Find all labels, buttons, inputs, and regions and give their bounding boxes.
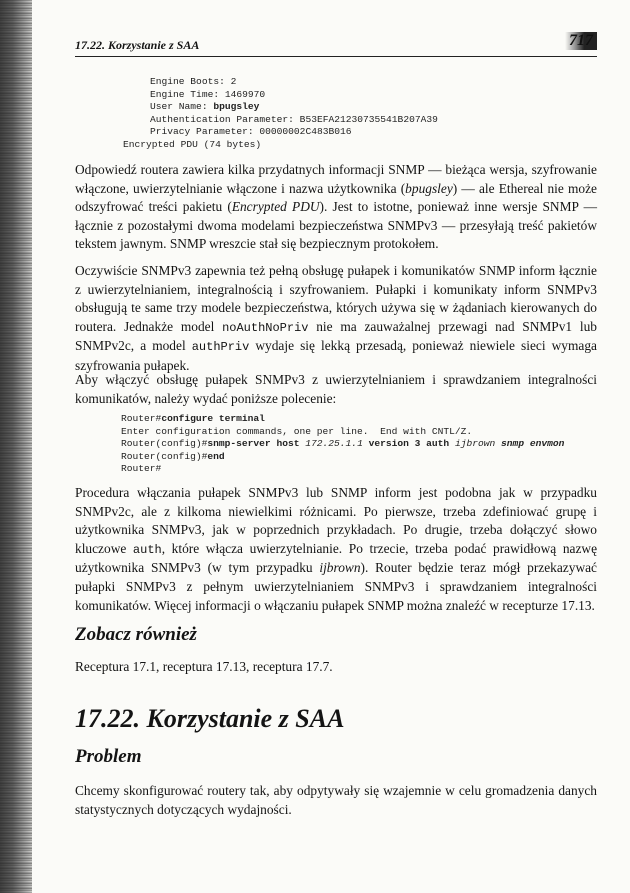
text: ). Router będzie teraz mógł przekazywać pułapki SNMPv3 z pełnym uwierzytelnianiem SNMPv3 i sprawdzaniem integralności komunikatów. Więcej informacji o włączaniu pułapek SNMP można znaleźć w recepturze 17.13. xyxy=(75,560,597,613)
code-line: Engine Time: 1469970 xyxy=(150,88,266,100)
code-text: User Name: xyxy=(150,101,214,113)
inline-code: auth xyxy=(132,542,162,557)
text: Oczywiście SNMPv3 zapewnia też pełną obsługę pułapek i komunikatów SNMP inform łącznie z uwierzytelnianiem, integralnością i szyfrowaniem. Pułapki i komunikaty inform SNMPv3 obsługują te same trzy modele bezpieczeństwa, których używa się w żądaniach kierowanych do routera. Jednakże model xyxy=(75,263,597,334)
section-title: 17.22. Korzystanie z SAA xyxy=(75,704,345,733)
code-line: Privacy Parameter: 00000002C483B016 xyxy=(150,126,352,138)
code-line xyxy=(121,438,564,451)
text: nie ma zauważalnej przewagi nad SNMPv1 lub SNMPv2c, a model xyxy=(75,318,597,354)
code-line xyxy=(121,413,564,426)
code-prompt: Router# xyxy=(121,413,162,424)
code-line: Router# xyxy=(121,463,162,475)
code-line xyxy=(123,101,438,114)
inline-code: noAuthNoPriv xyxy=(222,320,309,335)
emph-user: bpugsley xyxy=(405,180,453,196)
code-prompt: Router(config)# xyxy=(121,438,208,450)
paragraph-2 xyxy=(75,262,597,376)
code-prompt: Router(config)# xyxy=(121,450,208,462)
paragraph-1 xyxy=(75,161,597,254)
page-number: 717 xyxy=(565,32,597,50)
problem-text: Chcemy skonfigurować routery tak, aby odpytywały się wzajemnie w celu gromadzenia danych statystycznych dotyczących wydajności. xyxy=(75,783,597,817)
text: ). Jest to istotne, ponieważ inne wersje SNMP — łącznie z pozostałymi dwoma modelami bezpieczeństwa SNMPv3 — przesyłają treść pakietów tekstem jawnym. SNMP wreszcie stał się bezpiecznym protokołem. xyxy=(75,199,597,252)
code-ip: 172.25.1.1 xyxy=(305,438,363,450)
text: ) — ale Ethereal nie może odszyfrować treści pakietu ( xyxy=(75,180,597,215)
paragraph-4 xyxy=(75,484,597,615)
book-spine-shadow xyxy=(0,0,32,893)
text: Odpowiedź routera zawiera kilka przydatnych informacji SNMP — bieżąca wersja, szyfrowanie włączone, uwierzytelnianie włączone i nazwa użytkownika ( xyxy=(75,162,597,196)
code-line: Enter configuration commands, one per line. End with CNTL/Z. xyxy=(121,425,473,437)
code-command: end xyxy=(207,450,225,462)
code-line xyxy=(121,451,564,464)
see-also-heading: Zobacz również xyxy=(75,624,197,645)
emph-pdu: Encrypted PDU xyxy=(231,199,320,215)
see-also-text: Receptura 17.1, receptura 17.13, receptura 17.7. xyxy=(75,659,333,674)
paragraph-3: Aby włączyć obsługę pułapek SNMPv3 z uwierzytelnianiem i sprawdzaniem integralności komunikatów, należy wydać poniższe polecenie: xyxy=(75,372,597,406)
code-tail: snmp envmon xyxy=(501,438,565,450)
router-config-code xyxy=(121,413,564,476)
code-command: configure terminal xyxy=(161,413,265,424)
snmp-output-code xyxy=(123,76,438,152)
page-header xyxy=(75,34,597,57)
emph-user: ijbrown xyxy=(319,560,361,576)
text: wydaje się lekką przesadą, ponieważ niewiele sieci wymaga szyfrowania pułapek. xyxy=(75,338,598,373)
text: Procedura włączania pułapek SNMPv3 lub SNMP inform jest podobna jak w przypadku SNMPv2c, ale z kilkoma niewielkimi różnicami. Po pierwsze, trzeba zdefiniować grupę i użytkownika SNMPv3, jak w poprzednich przykładach. Po drugie, trzeba dołączyć słowo kluczowe xyxy=(75,485,597,556)
code-user: ijbrown xyxy=(454,438,496,450)
code-line: Encrypted PDU (74 bytes) xyxy=(123,138,262,150)
code-keyword: version 3 auth xyxy=(368,438,450,450)
code-line: Authentication Parameter: B53EFA21230735541B207A39 xyxy=(150,113,438,125)
text: , które włącza uwierzytelnianie. Po trzecie, trzeba podać prawidłową nazwę użytkownika SNMPv3 (w tym przypadku xyxy=(75,540,598,576)
code-user: bpugsley xyxy=(213,101,260,113)
inline-code: authPriv xyxy=(191,340,250,355)
code-command: snmp-server host xyxy=(207,438,300,450)
problem-heading: Problem xyxy=(75,746,142,767)
code-line: Engine Boots: 2 xyxy=(150,76,237,87)
running-head: 17.22. Korzystanie z SAA xyxy=(75,38,200,52)
